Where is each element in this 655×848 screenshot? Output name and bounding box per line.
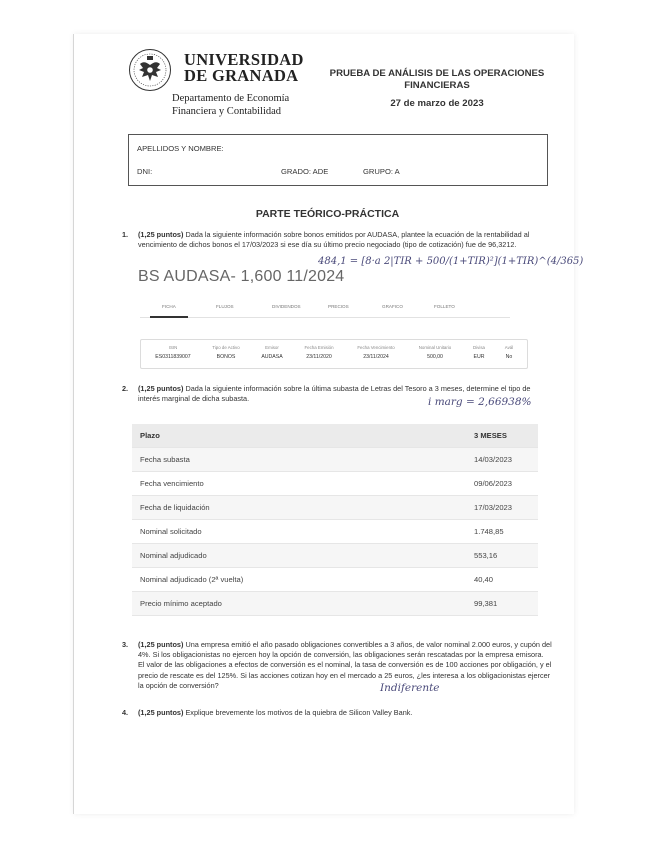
table-row: Fecha de liquidación 17/03/2023 [132,496,538,520]
bond-field-guarantee: Avál No [504,345,514,360]
question-3: 3. (1,25 puntos) Una empresa emitió el año pasado obligaciones convertibles a 3 años, de valor nominal 2.000 euros, y cupón del 4%. Si los obligacionistas no ejercen hoy la opción de conversión, las obligaciones serán rescatadas por la empresa emisora. El valor de las obligaciones a efectos de conversión es el nominal, la tasa de conversión es de 100 acciones por obligación, y el precio de rescate es del 125%. Si las acciones cotizan hoy en el mercado a 25 euros, ¿les interesa a los obligacionistas ejercer la opción de conversión? [122,640,552,690]
table-row: Nominal adjudicado 553,16 [132,544,538,568]
grado-label: GRADO: ADE [281,167,329,176]
bond-field-issue-date: Fecha Emisión 23/11/2020 [304,345,334,360]
table-header-row: Plazo 3 MESES [132,424,538,448]
exam-date: 27 de marzo de 2023 [390,98,484,109]
bond-field-nominal: Nominal Unitario 500,00 [418,345,452,360]
question-4: 4. (1,25 puntos) Explique brevemente los motivos de la quiebra de Silicon Valley Bank. [122,708,413,717]
bond-field-currency: Divisa EUR [473,345,485,360]
bond-field-type: Tipo de Activo BONOS [212,345,240,360]
table-row: Fecha vencimiento 09/06/2023 [132,472,538,496]
tab-precios[interactable]: PRECIOS [328,304,349,309]
tab-folleto[interactable]: FOLLETO [434,304,455,309]
department-name: Departamento de Economía Financiera y Contabilidad [172,93,290,117]
student-info-box [128,134,548,186]
tab-ficha[interactable]: FICHA [162,304,176,309]
bond-title: BS AUDASA- 1,600 11/2024 [138,268,345,285]
question-1: 1. (1,25 puntos) Dada la siguiente información sobre bonos emitidos por AUDASA, plantee la ecuación de la rentabilidad al vencimiento de dichos bonos el 17/03/2023 si ese día su último precio negociado (tipo de cotización) fue de 96,3212. [122,230,530,250]
handwritten-formula-q1: 484,1 = [8·a 2|TIR + 500/(1+TIR)²](1+TIR)^(4/365) [318,256,584,267]
exam-title: PRUEBA DE ANÁLISIS DE LAS OPERACIONES FINANCIERAS [329,68,545,91]
bond-field-isin: ISIN ES0311839007 [155,345,191,360]
university-seal-icon [128,48,172,92]
handwritten-answer-q3: Indiferente [380,682,440,694]
tab-dividendos[interactable]: DIVIDENDOS [272,304,301,309]
question-2: 2. (1,25 puntos) Dada la siguiente información sobre la última subasta de Letras del Tesoro a 3 meses, determine el tipo de interés marginal de dicha subasta. [122,384,531,404]
bond-field-issuer: Emisor AUDASA [261,345,283,360]
table-row: Precio mínimo aceptado 99,381 [132,592,538,616]
name-label: APELLIDOS Y NOMBRE: [137,144,224,153]
dni-label: DNI: [137,167,153,176]
table-row: Fecha subasta 14/03/2023 [132,448,538,472]
tab-flujos[interactable]: FLUJOS [216,304,234,309]
handwritten-answer-q2: i marg = 2,66938% [428,396,532,408]
tabs-divider [140,317,510,318]
grupo-label: GRUPO: A [363,167,400,176]
university-name: UNIVERSIDAD DE GRANADA [184,50,304,85]
table-row: Nominal adjudicado (2ª vuelta) 40,40 [132,568,538,592]
table-row: Nominal solicitado 1.748,85 [132,520,538,544]
section-title: PARTE TEÓRICO-PRÁCTICA [255,208,400,220]
active-tab-indicator [150,316,188,318]
tab-grafico[interactable]: GRAFICO [382,304,403,309]
auction-table [132,424,538,616]
bond-field-maturity-date: Fecha Vencimiento 23/11/2024 [357,345,395,360]
